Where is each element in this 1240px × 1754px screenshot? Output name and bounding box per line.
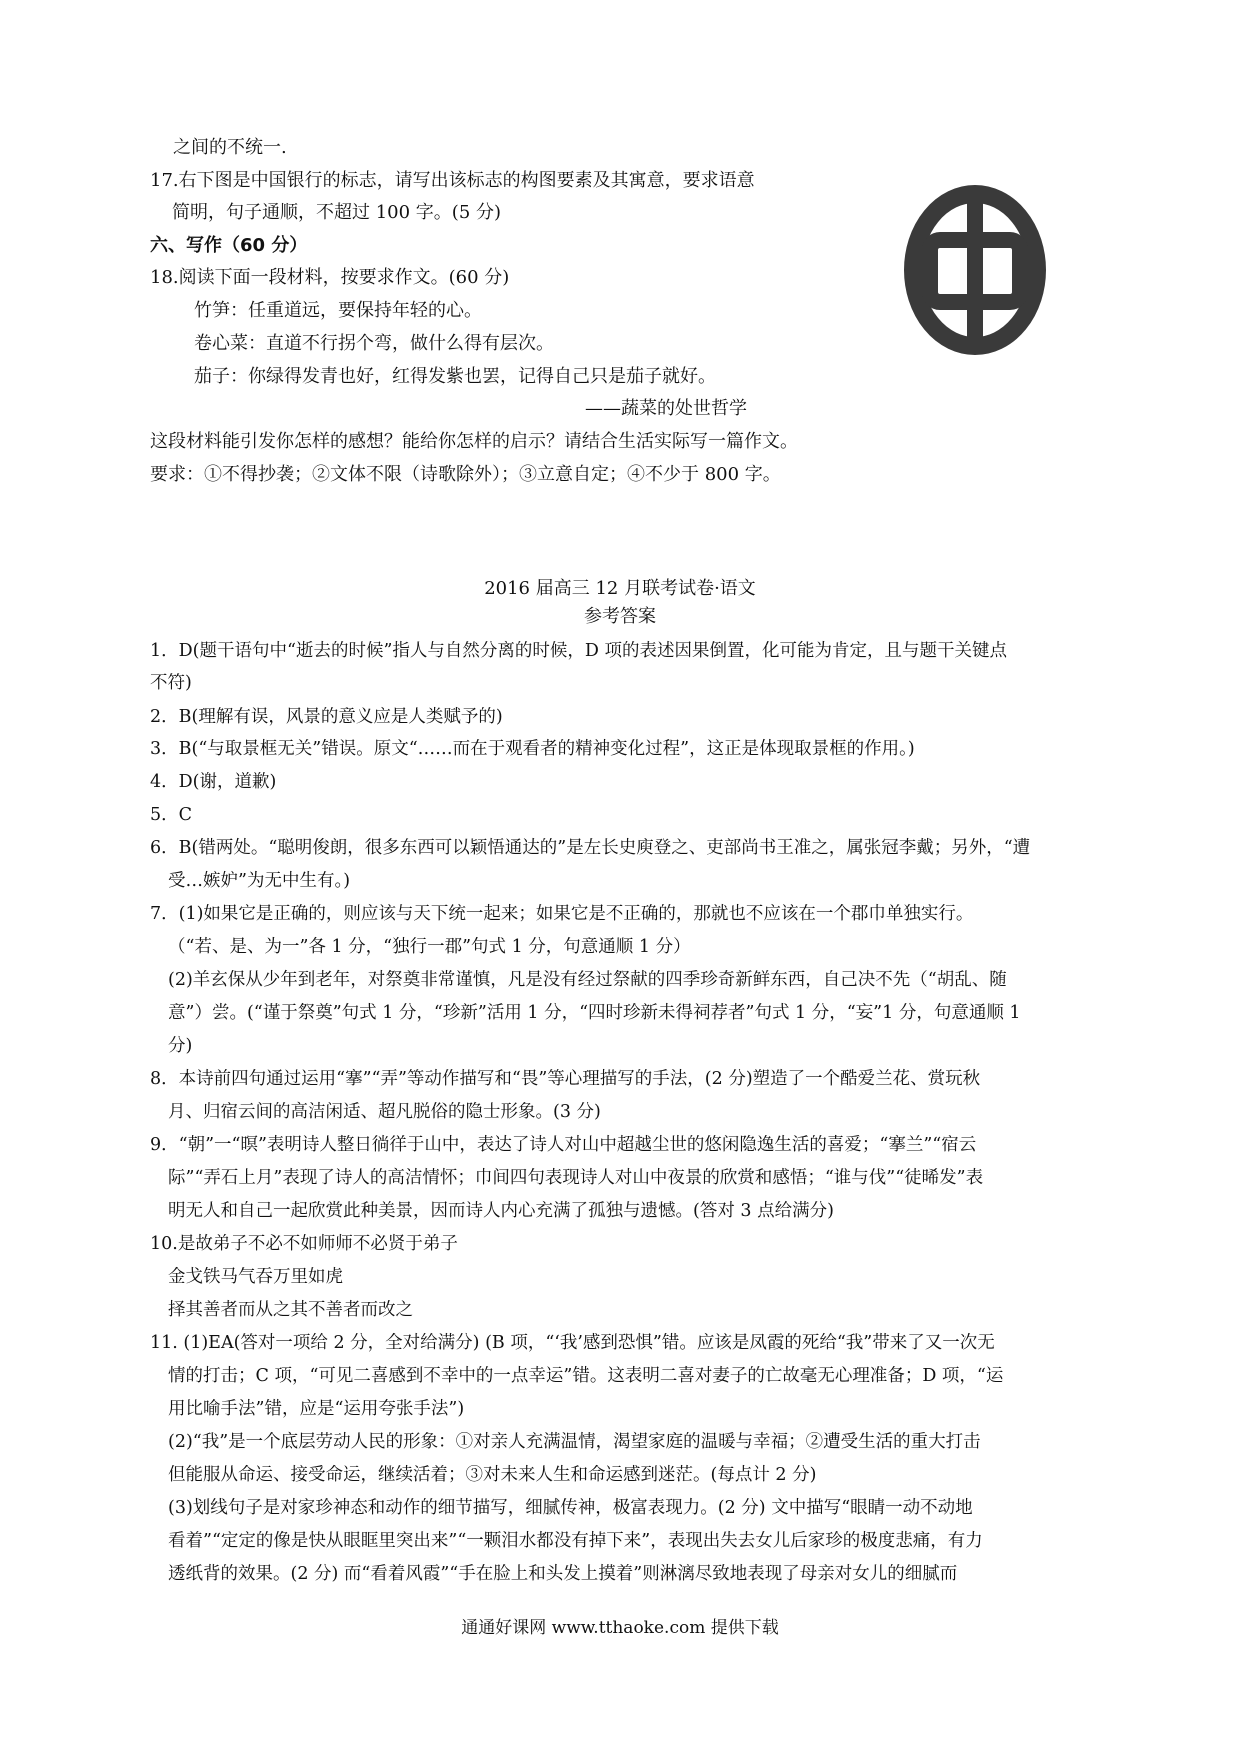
- answer-line: 11. (1)EA(答对一项给 2 分，全对给满分) (B 项，“‘我’感到恐惧”错。应该是凤霞的死给“我”带来了又一次无: [150, 1333, 995, 1353]
- answer-line: 透纸背的效果。(2 分) 而“看着风霞”“手在脸上和头发上摸着”则淋漓尽致地表现了母亲对女儿的细腻而: [168, 1564, 958, 1584]
- answer-line: 际”“弄石上月”表现了诗人的高洁情怀；巾间四句表现诗人对山中夜景的欣赏和感悟；“谁与伐”“徒晞发”表: [168, 1168, 984, 1188]
- answer-line: 看着”“定定的像是快从眼眶里突出来”“一颗泪水都没有掉下来”，表现出失去女儿后家珍的极度悲痛，有力: [168, 1531, 983, 1551]
- material-line-2: 卷心菜：直道不行拐个弯，做什么得有层次。: [194, 333, 554, 354]
- answer-line: 不符): [150, 673, 192, 693]
- answer-line: 金戈铁马气吞万里如虎: [168, 1267, 343, 1287]
- answer-line: 明无人和自己一起欣赏此种美景，因而诗人内心充满了孤独与遗憾。(答对 3 点给满分): [168, 1201, 834, 1221]
- answer-line: 分): [168, 1036, 193, 1056]
- answer-line: 受…嫉妒”为无中生有。): [168, 871, 351, 891]
- material-line-3: 茄子：你绿得发青也好，红得发紫也罢，记得自己只是茄子就好。: [194, 366, 716, 387]
- answer-line: 8．本诗前四句通过运用“搴”“弄”等动作描写和“畏”等心理描写的手法，(2 分)塑造了一个酷爱兰花、赏玩秋: [150, 1069, 981, 1089]
- question-18: 18.阅读下面一段材料，按要求作文。(60 分): [150, 267, 510, 288]
- answer-line: 10.是故弟子不必不如师师不必贤于弟子: [150, 1234, 458, 1254]
- answer-line: 月、归宿云间的高洁闲适、超凡脱俗的隐士形象。(3 分): [168, 1102, 601, 1122]
- question-17-line2: 简明，句子通顺，不超过 100 字。(5 分): [172, 202, 502, 223]
- answer-line: (2)“我”是一个底层劳动人民的形象：①对亲人充满温情，渴望家庭的温暖与幸福；②遭受生活的重大打击: [168, 1432, 981, 1452]
- answer-line: 5．C: [150, 805, 193, 825]
- answers-title: 2016 届高三 12 月联考试卷·语文: [484, 578, 756, 599]
- answer-line: 9．“朝”一“暝”表明诗人整日徜徉于山中，表达了诗人对山中超越尘世的悠闲隐逸生活的喜爱；“搴兰”“宿云: [150, 1135, 977, 1155]
- page-footer: 通通好课网 www.tthaoke.com 提供下载: [461, 1618, 779, 1638]
- answer-line: 择其善者而从之其不善者而改之: [168, 1300, 413, 1320]
- answer-line: （“若、是、为一”各 1 分，“独行一郡”句式 1 分，句意通顺 1 分）: [168, 937, 691, 957]
- material-line-1: 竹笋：任重道远，要保持年轻的心。: [194, 300, 482, 321]
- writing-requirements: 要求：①不得抄袭；②文体不限（诗歌除外）；③立意自定；④不少于 800 字。: [150, 464, 781, 485]
- section-heading-writing: 六、写作（60 分）: [150, 235, 308, 256]
- answer-line: 3．B(“与取景框无关”错误。原文“……而在于观看者的精神变化过程”，这正是体现取景框的作用。): [150, 739, 915, 759]
- answer-line: 4．D(谢，道歉): [150, 772, 277, 792]
- material-attribution: ——蔬菜的处世哲学: [585, 398, 747, 419]
- writing-prompt: 这段材料能引发你怎样的感想？能给你怎样的启示？请结合生活实际写一篇作文。: [150, 431, 798, 452]
- question-17-line1: 17.右下图是中国银行的标志，请写出该标志的构图要素及其寓意，要求语意: [150, 170, 755, 191]
- answer-line: 用比喻手法”错，应是“运用夸张手法”): [168, 1399, 465, 1419]
- answer-line: 但能服从命运、接受命运，继续活着；③对未来人生和命运感到迷茫。(每点计 2 分): [168, 1465, 817, 1485]
- answer-line: 意”）尝。(“谨于祭奠”句式 1 分，“珍新”活用 1 分，“四时珍新未得祠荐者”句式 1 分，“妄”1 分，句意通顺 1: [168, 1003, 1021, 1023]
- answer-line: 7．(1)如果它是正确的，则应该与天下统一起来；如果它是不正确的，那就也不应该在一个郡巾单独实行。: [150, 904, 974, 924]
- bank-of-china-logo: [900, 175, 1050, 365]
- text-line-continuation: 之间的不统一.: [173, 137, 287, 158]
- answer-line: 2．B(理解有误，风景的意义应是人类赋予的): [150, 707, 503, 727]
- answer-line: (3)划线句子是对家珍神态和动作的细节描写，细腻传神，极富表现力。(2 分) 文中描写“眼睛一动不动地: [168, 1498, 973, 1518]
- answer-line: 6．B(错两处。“聪明俊朗，很多东西可以颖悟通达的”是左长史庾登之、吏部尚书王准之，属张冠李戴；另外，“遭: [150, 838, 1031, 858]
- answer-line: (2)羊玄保从少年到老年，对祭奠非常谨慎，凡是没有经过祭献的四季珍奇新鲜东西，自己决不先（“胡乱、随: [168, 970, 1007, 990]
- answers-subtitle: 参考答案: [584, 606, 656, 627]
- answer-line: 情的打击；C 项，“可见二喜感到不幸中的一点幸运”错。这表明二喜对妻子的亡故毫无心理准备；D 项，“运: [168, 1366, 1004, 1386]
- answer-line: 1．D(题干语句中“逝去的时候”指人与自然分离的时候，D 项的表述因果倒置，化可能为肯定，且与题干关键点: [150, 641, 1007, 661]
